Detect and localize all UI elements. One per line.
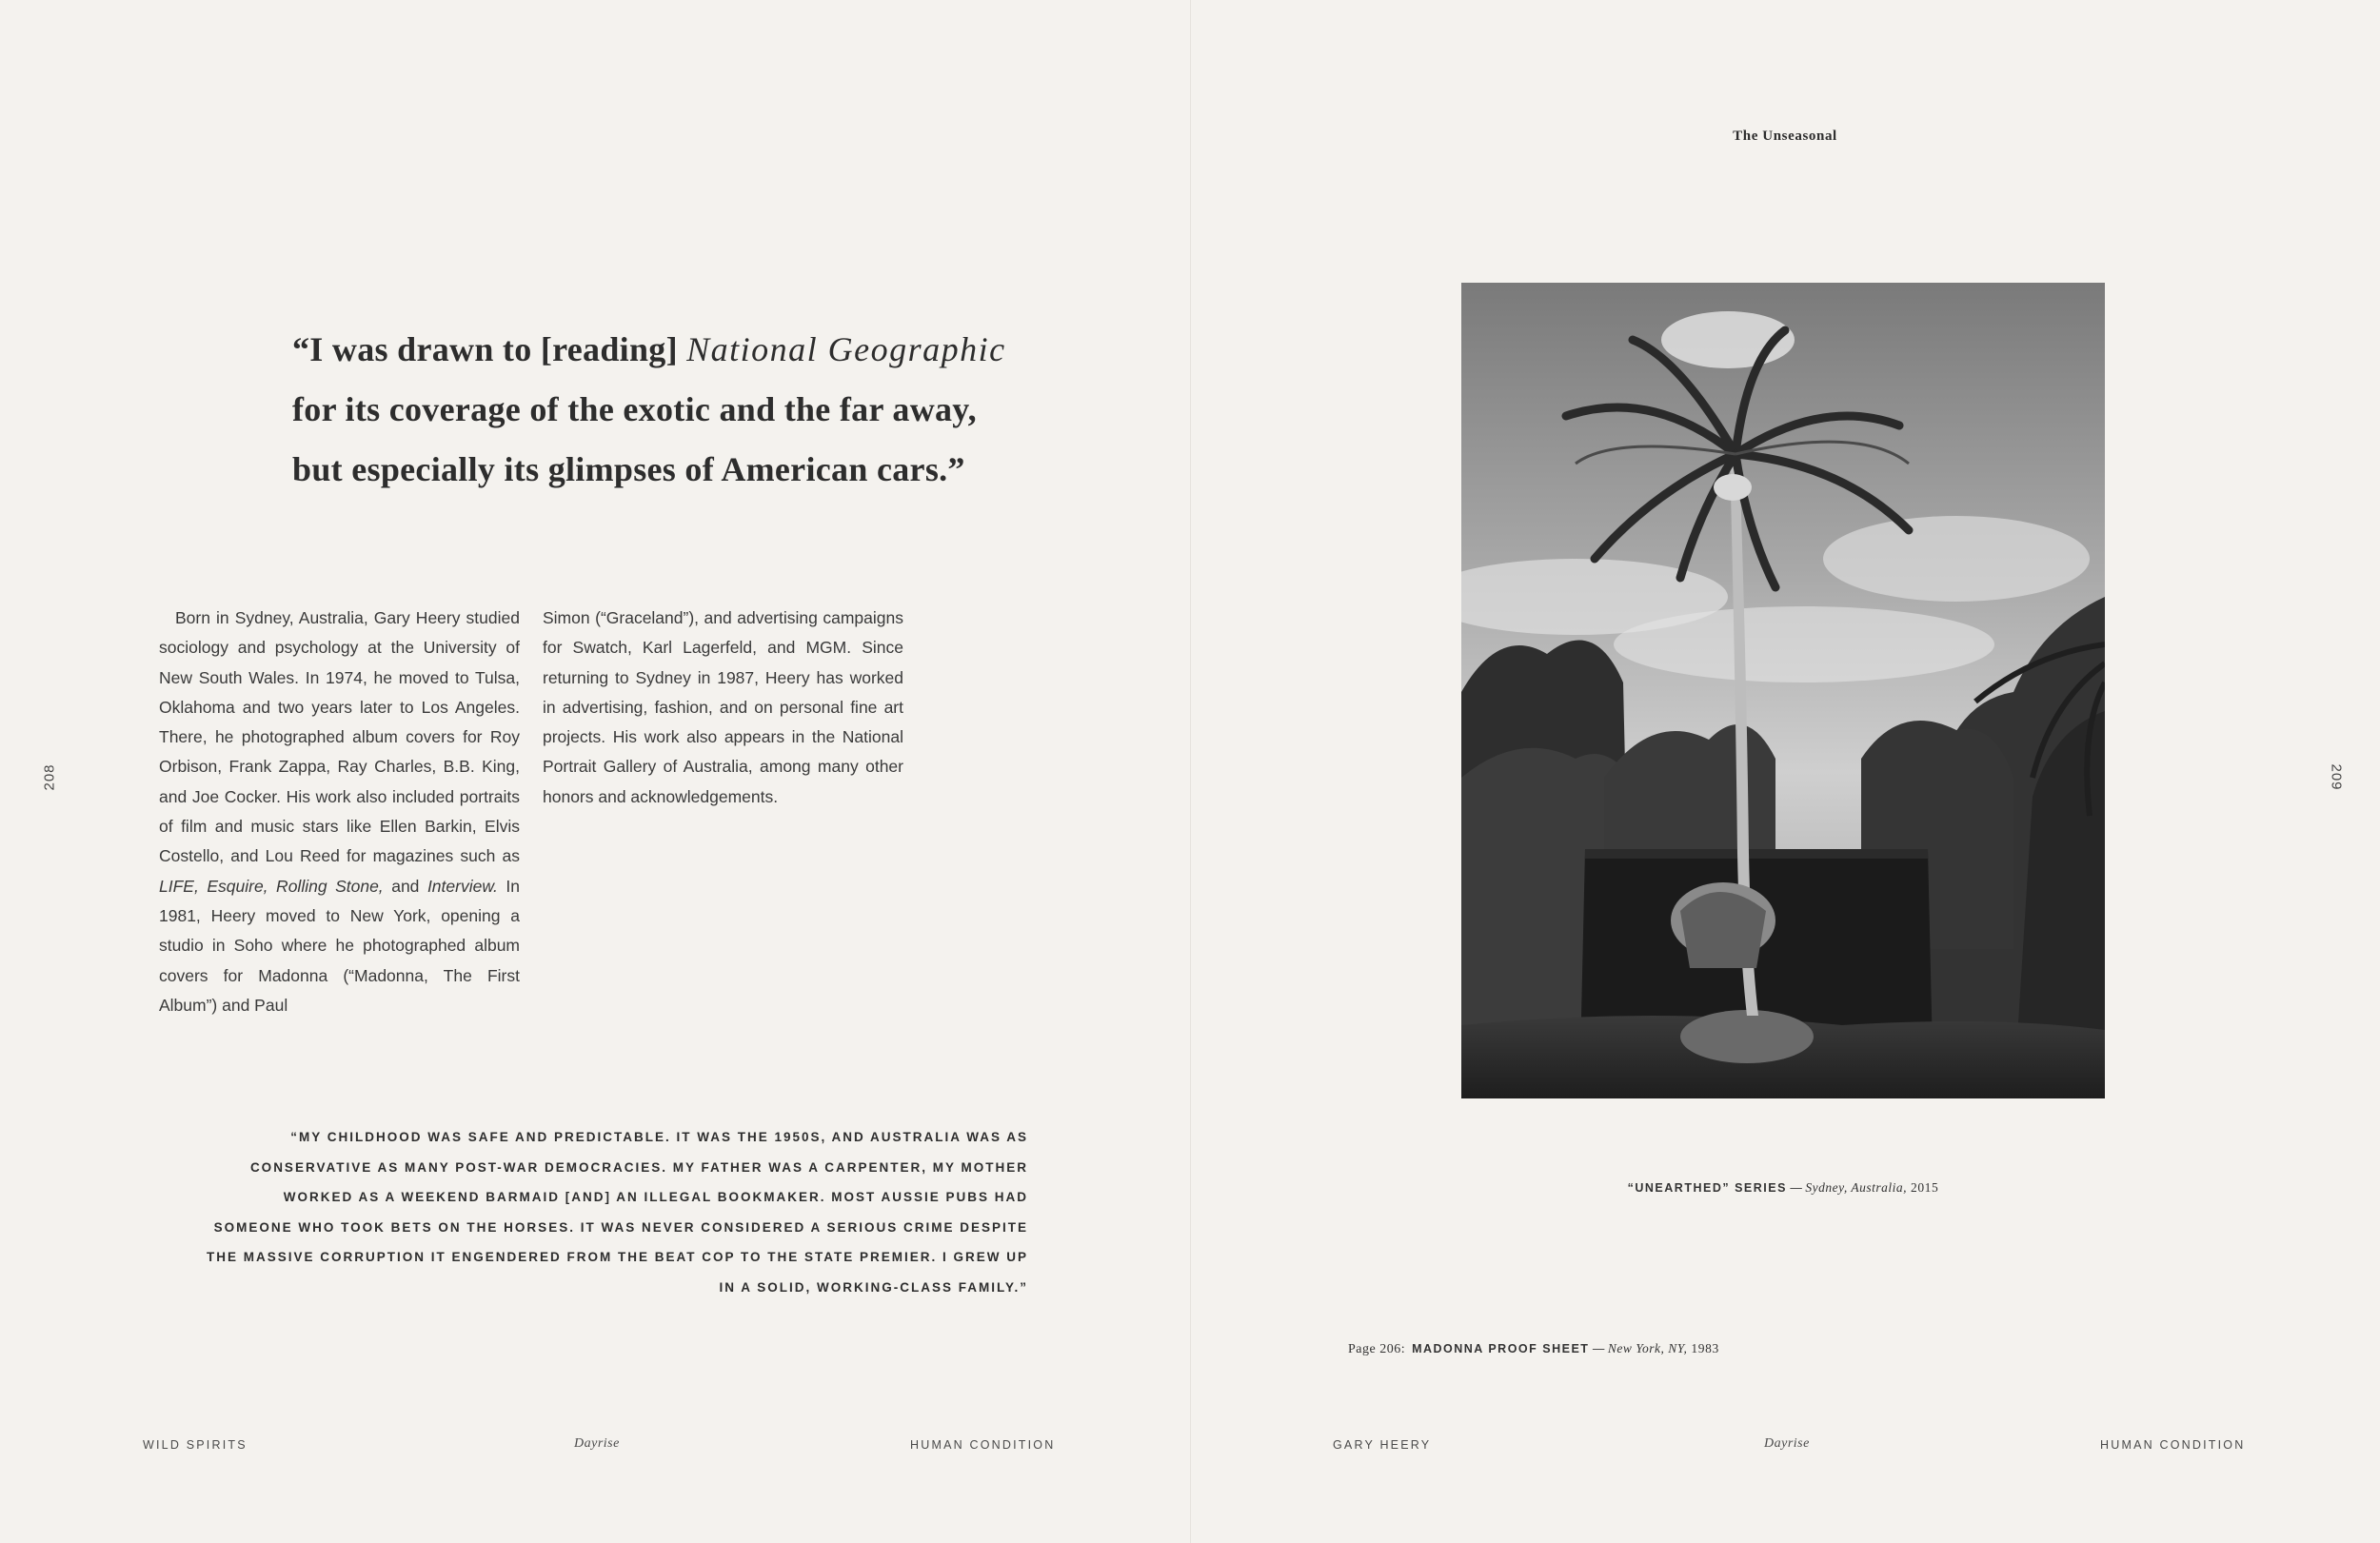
page-number-left: 208 — [41, 763, 58, 791]
palm-tree-photo — [1461, 283, 2105, 1098]
pull-quote-line-1 — [292, 320, 1016, 380]
book-gutter — [1190, 0, 1191, 1543]
footer-left-section: WILD SPIRITS — [143, 1438, 248, 1452]
body-col1-text-b: In 1981, Heery moved to New York, opening a studio in Soho where he photographed album covers for Madonna (“Madonna, The First Album”) and Paul — [159, 876, 520, 1015]
page-reference-title: MADONNA PROOF SHEET — [1412, 1342, 1590, 1355]
pull-quote-line-2: for its coverage of the exotic and the far away, — [292, 390, 977, 428]
page-number-right: 209 — [2328, 763, 2345, 791]
pull-quote-line-1-text: “I was drawn to [reading] — [292, 330, 687, 368]
body-col1-magazine-interview: Interview. — [426, 876, 498, 896]
body-text — [159, 603, 903, 1020]
pull-quote — [292, 320, 1016, 500]
block-quote: “MY CHILDHOOD WAS SAFE AND PREDICTABLE. IT WAS THE 1950S, AND AUSTRALIA WAS AS CONSERVATIVE AS MANY POST-WAR DEMOCRACIES. MY FATHER WAS A CARPENTER, MY MOTHER WORKED AS A WEEKEND BARMAID [AND] AN ILLEGAL BOOKMAKER. MOST AUSSIE PUBS HAD SOMEONE WHO TOOK BETS ON THE HORSES. IT WAS NEVER CONSIDERED A SERIOUS CRIME DESPITE THE MASSIVE CORRUPTION IT ENGENDERED FROM THE BEAT COP TO THE STATE PREMIER. I GREW UP IN A SOLID, WORKING-CLASS FAMILY.” — [206, 1130, 1028, 1295]
photo-caption — [1461, 1180, 2105, 1196]
pull-quote-magazine-title: National Geographic — [686, 330, 1006, 368]
body-col1-text-a: Born in Sydney, Australia, Gary Heery studied sociology and psychology at the University of New South Wales. In 1974, he moved to Tulsa, Oklahoma and two years later to Los Angeles. There, he photographed album covers for Roy Orbison, Frank Zappa, Ray Charles, B.B. King, and Joe Cocker. His work also included portraits of film and music stars like Ellen Barkin, Elvis Costello, and Lou Reed for magazines such as — [159, 608, 520, 866]
footer-right-category: HUMAN CONDITION — [2100, 1438, 2246, 1452]
body-col1-and: and — [383, 876, 427, 896]
body-column-1 — [159, 603, 520, 1020]
page-reference-year: 1983 — [1687, 1341, 1719, 1355]
page-reference-place: New York, NY, — [1607, 1341, 1688, 1355]
footer-left-category: HUMAN CONDITION — [910, 1438, 1056, 1452]
caption-place: Sydney, Australia, — [1805, 1180, 1907, 1195]
body-column-2 — [543, 603, 903, 1020]
page-reference-separator: — — [1589, 1342, 1608, 1355]
caption-series: “UNEARTHED” SERIES — [1627, 1181, 1787, 1195]
caption-year: 2015 — [1907, 1180, 1939, 1195]
footer-right-magazine: Dayrise — [1764, 1436, 1810, 1451]
pull-quote-line-3: but especially its glimpses of American cars.” — [292, 450, 965, 488]
page-reference — [1348, 1341, 1719, 1357]
body-col1-magazines: LIFE, Esquire, Rolling Stone, — [159, 876, 384, 896]
caption-separator: — — [1786, 1181, 1806, 1195]
page-reference-prefix: Page 206: — [1348, 1342, 1406, 1356]
body-col2-text: Simon (“Graceland”), and advertising campaigns for Swatch, Karl Lagerfeld, and MGM. Since returning to Sydney in 1987, Heery has worked in advertising, fashion, and on personal fine art projects. His work also appears in the National Portrait Gallery of Australia, among many other honors and acknowledgements. — [543, 608, 903, 806]
footer-left-magazine: Dayrise — [574, 1436, 620, 1451]
footer-right-author: GARY HEERY — [1333, 1438, 1432, 1452]
running-head: The Unseasonal — [1733, 129, 1837, 144]
